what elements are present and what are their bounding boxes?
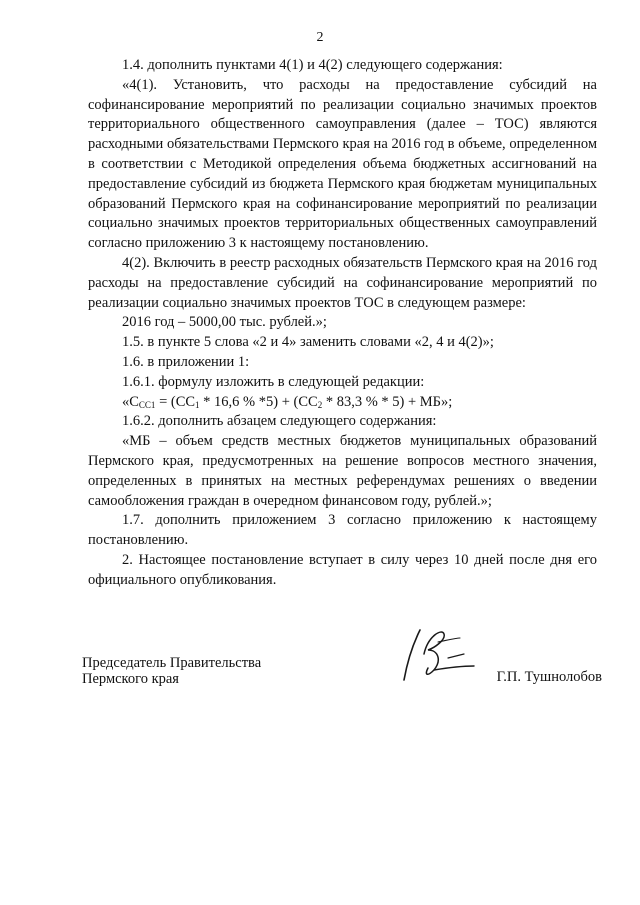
signature-block [82,652,602,702]
formula-sub-ccc1: СС1 [138,399,156,410]
paragraph-4-1: «4(1). Установить, что расходы на предоставление субсидий на софинансирование мероприятий по реализации социально значимых проектов территориального общественного самоуправления (далее – ТОС) являются расходными обязательствами Пермского края на 2016 год в объеме, определенном в соответствии с Методикой определения объема бюджетных ассигнований на предоставление субсидий из бюджета Пермского края бюджетам муниципальных образований Пермского края на софинансирование мероприятий по реализации социально значимых проектов территориальных общественных самоуправлений согласно приложению 3 к настоящему постановлению. [88,76,597,252]
document-body [88,56,597,591]
paragraph-1-4: 1.4. дополнить пунктами 4(1) и 4(2) следующего содержания: [122,57,503,73]
paragraph-4-2: 4(2). Включить в реестр расходных обязательств Пермского края на 2016 год расходы на предоставление субсидий на софинансирование мероприятий по реализации социально значимых проектов ТОС в следующем размере: [88,254,597,311]
paragraph-1-6: 1.6. в приложении 1: [122,353,250,370]
paragraph-amount-2016: 2016 год – 5000,00 тыс. рублей.»; [122,314,327,331]
page-number: 2 [316,30,324,45]
formula-sub-1: 1 [195,399,200,410]
paragraph-2: 2. Настоящее постановление вступает в силу через 10 дней после дня его официального опубликования. [88,551,597,588]
formula-sub-2: 2 [317,399,323,410]
handwritten-signature-icon [394,624,484,692]
signatory-title-line1: Председатель Правительства [82,655,262,671]
paragraph-mb-definition: «МБ – объем средств местных бюджетов муниципальных образований Пермского края, предусмотренных на решение вопросов местного значения, определенных в принятых на местных референдумах решениях о введении самообложения граждан в очередном финансовом году, рублей.»; [88,433,597,509]
formula-line [88,393,597,413]
paragraph-1-5: 1.5. в пункте 5 слова «2 и 4» заменить словами «2, 4 и 4(2)»; [122,334,494,351]
formula-open: «С [122,393,139,410]
formula-mid2: * 83,3 % * 5) + МБ»; [322,393,453,410]
formula-mid1: * 16,6 % *5) + (СС [199,393,318,410]
paragraph-1-7: 1.7. дополнить приложением 3 согласно приложению к настоящему постановлению. [88,512,597,549]
paragraph-1-6-2: 1.6.2. дополнить абзацем следующего содержания: [122,413,437,430]
signatory-name: Г.П. Тушнолобов [496,669,602,685]
paragraph-1-6-1: 1.6.1. формулу изложить в следующей редакции: [122,373,425,390]
signatory-title [82,655,261,687]
signatory-title-line2: Пермского края [82,671,179,687]
formula-eq: = (СС [155,393,196,410]
